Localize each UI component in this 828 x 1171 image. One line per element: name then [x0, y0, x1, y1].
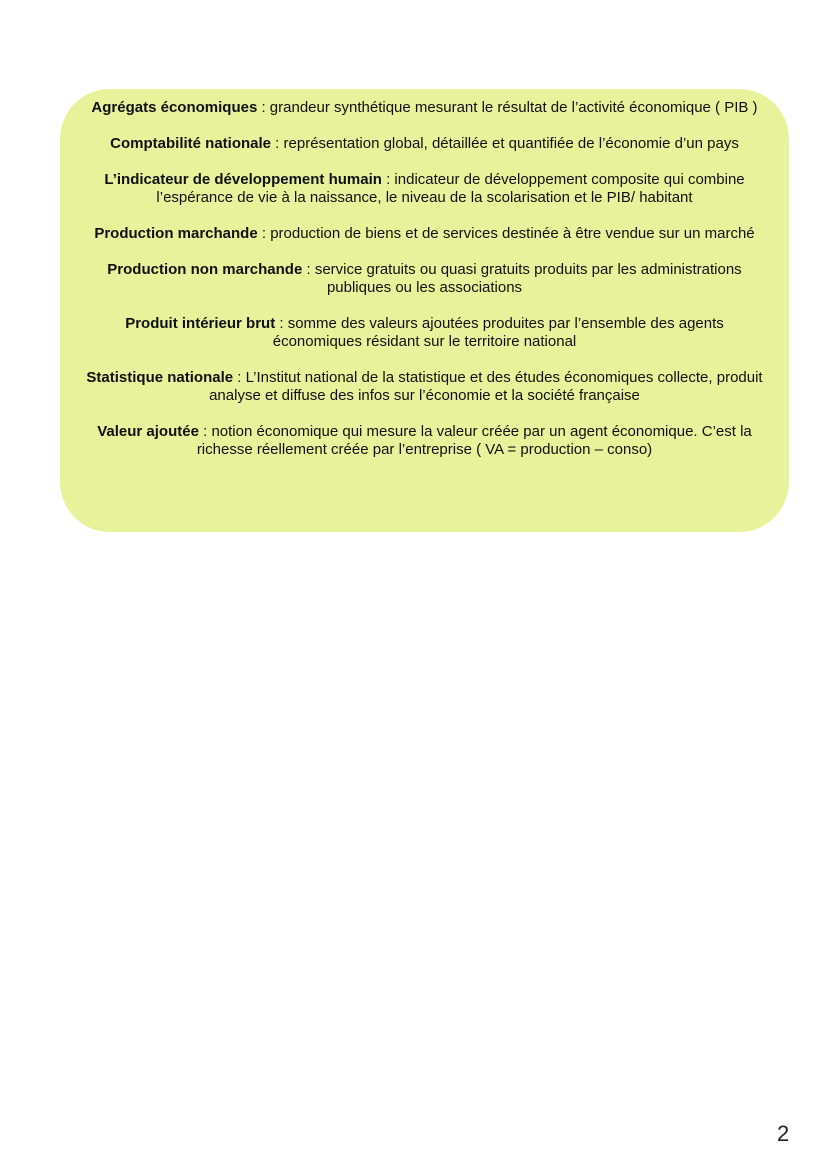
definition-term: Statistique nationale	[86, 369, 234, 386]
definition-statistique-nationale	[84, 369, 765, 405]
definition-text: : indicateur de développement composite qui combine l’espérance de vie à la naissance, le niveau de la scolarisation et le PIB/ habitant	[156, 171, 745, 206]
definition-text: : service gratuits ou quasi gratuits produits par les administrations publiques ou les associations	[302, 261, 742, 296]
definition-production-non-marchande	[84, 261, 765, 297]
definition-term: Produit intérieur brut	[125, 315, 276, 332]
definition-term: Agrégats économiques	[91, 99, 258, 116]
definition-text: : représentation global, détaillée et quantifiée de l’économie d’un pays	[271, 135, 739, 152]
definition-term: Comptabilité nationale	[110, 135, 272, 152]
definition-pib	[84, 315, 765, 351]
definition-text: : notion économique qui mesure la valeur créée par un agent économique. C’est la richesse réellement créée par l’entreprise ( VA = production – conso)	[196, 423, 752, 458]
definition-production-marchande	[84, 225, 765, 243]
definition-text: : somme des valeurs ajoutées produites par l’ensemble des agents économiques résidant sur le territoire national	[272, 315, 724, 350]
definition-term: Production marchande	[94, 225, 258, 242]
definition-idh	[84, 171, 765, 207]
definition-term: Production non marchande	[107, 261, 303, 278]
definition-text: : L’Institut national de la statistique et des études économiques collecte, produit analyse et diffuse des infos sur l’économie et la société française	[209, 369, 763, 404]
definition-comptabilite-nationale	[84, 135, 765, 153]
definition-text: : production de biens et de services destinée à être vendue sur un marché	[257, 225, 755, 242]
definition-term: L’indicateur de développement humain	[104, 171, 382, 188]
definitions-box	[60, 89, 789, 532]
definition-text: : grandeur synthétique mesurant le résultat de l’activité économique ( PIB )	[257, 99, 758, 116]
definition-valeur-ajoutee	[84, 423, 765, 459]
definition-agregats	[84, 99, 765, 117]
definition-term: Valeur ajoutée	[97, 423, 199, 440]
page-number: 2	[777, 1121, 790, 1146]
